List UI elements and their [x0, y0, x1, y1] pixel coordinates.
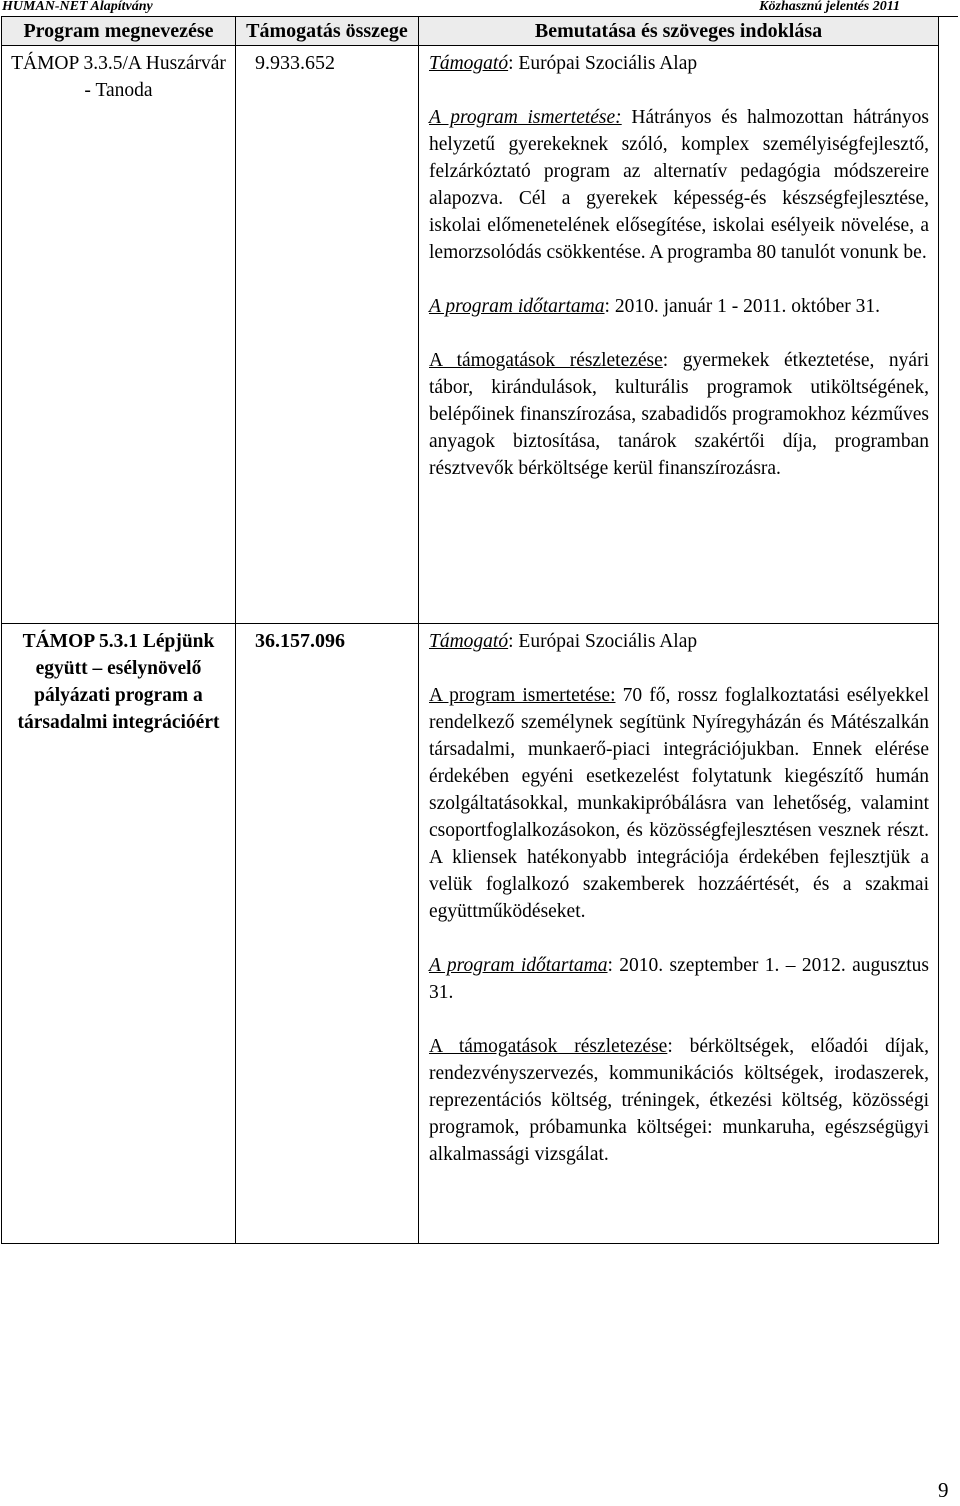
amount-value: 9.933.652 [255, 52, 335, 74]
col-amount: Támogatás összege [236, 17, 419, 46]
header-org: HUMAN-NET Alapítvány [2, 0, 153, 14]
description-cell [419, 624, 939, 1244]
program-cell [2, 624, 236, 1244]
grants-table [1, 16, 939, 1244]
header-report: Közhasznú jelentés 2011 [759, 0, 900, 14]
program-duration: A program időtartama: 2010. január 1 - 2011. október 31. [429, 296, 881, 317]
program-intro: A program ismertetése: Hátrányos és halmozottan hátrányos helyzetű gyerekeknek szóló, komplex személyiségfejlesztő, felzárkóztató program az alternatív pedagógia módszereire alapozva. Cél a gyerekek képesség-és készségfejlesztése, iskolai előmenetelének elősegítése, iskolai esélyeik növelése, a lemorzsolódás csökkentése. A programba 80 tanulót vonunk be. [429, 107, 929, 263]
supporter-line: Támogató: Európai Szociális Alap [429, 53, 698, 74]
amount-value: 36.157.096 [255, 630, 345, 652]
program-name: TÁMOP 3.3.5/A Huszárvár - Tanoda [11, 53, 226, 101]
col-description: Bemutatása és szöveges indoklása [419, 17, 939, 46]
supporter-line: Támogató: Európai Szociális Alap [429, 631, 698, 652]
grant-details: A támogatások részletezése: gyermekek étkeztetése, nyári tábor, kirándulások, kulturális programok utiköltségének, belépőinek finanszírozása, szabadidős programokhoz kézműves anyagok biztosítása, tanárok szakértői díja, programban résztvevők bérköltsége kerül finanszírozásra. [429, 350, 930, 479]
table-header-row [2, 17, 939, 46]
program-name: TÁMOP 5.3.1 Lépjünk együtt – esélynövelő pályázati program a társadalmi integrációért [17, 631, 220, 733]
program-intro: A program ismertetése: 70 fő, rossz foglalkoztatási esélyekkel rendelkező személynek segítünk Nyíregyházán és Mátészalkán társadalmi, munkaerő-piaci integrációjukban. Ennek elérése érdekében egyéni esetkezelést folytatunk kiegészítő humán szolgáltatásokkal, munkakipróbálásra van lehetőség, valamint csoportfoglalkozásokon, és közösségfejlesztésen vesznek részt. A kliensek hatékonyabb integrációja érdekében fejlesztjük a velük foglalkozó szakemberek hozzáértését, és a szakmai együttműködéseket. [429, 685, 930, 922]
program-duration: A program időtartama: 2010. szeptember 1. – 2012. augusztus 31. [429, 955, 929, 1003]
grant-details: A támogatások részletezése: bérköltségek, előadói díjak, rendezvényszervezés, kommunikációs költségek, irodaszerek, reprezentációs költség, tréningek, étkezési költség, közösségi programok, próbamunka költségei: munkaruha, egészségügyi alkalmassági vizsgálat. [429, 1036, 930, 1165]
program-cell [2, 46, 236, 624]
table-row [2, 624, 939, 1244]
description-cell [419, 46, 939, 624]
running-header [2, 0, 958, 17]
table-row [2, 46, 939, 624]
page-number: 9 [938, 1478, 949, 1502]
amount-cell [236, 46, 419, 624]
col-program: Program megnevezése [2, 17, 236, 46]
amount-cell [236, 624, 419, 1244]
